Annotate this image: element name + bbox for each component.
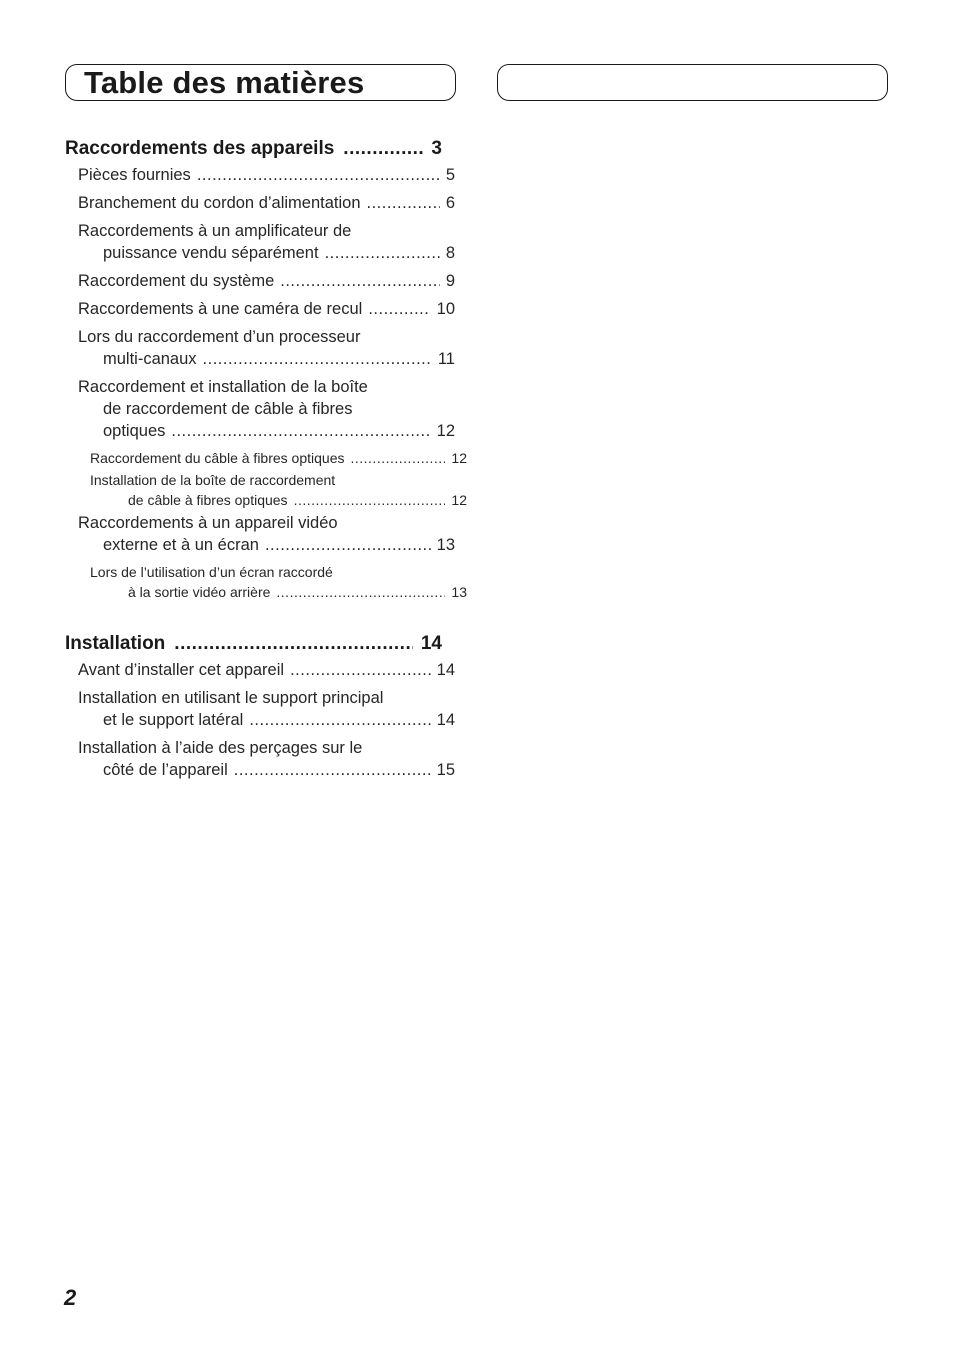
toc-page-number: 12 — [436, 422, 455, 440]
toc-entry-text: Avant d’installer cet appareil — [78, 661, 285, 679]
toc-entry-text: Lors du raccordement d’un processeur — [78, 328, 361, 346]
toc-page-number: 13 — [451, 584, 467, 600]
toc-entry[interactable] — [65, 687, 455, 731]
toc-entry-text: Installation en utilisant le support principal — [78, 689, 384, 707]
toc-entry-text: à la sortie vidéo arrière — [128, 584, 271, 600]
toc-entry[interactable] — [65, 326, 455, 370]
toc-entry[interactable] — [65, 562, 467, 602]
page-number: 2 — [64, 1285, 77, 1310]
toc-page-number: 10 — [436, 300, 455, 318]
toc-leader — [367, 192, 440, 214]
toc-entry-text: Raccordements à un appareil vidéo — [78, 514, 338, 532]
toc-leader — [197, 164, 440, 186]
toc-entry-text: Lors de l’utilisation d’un écran raccordé — [90, 564, 333, 580]
toc-leader — [290, 659, 431, 681]
toc-entry-text: Raccordement du câble à fibres optiques — [90, 450, 345, 466]
toc-entry[interactable] — [65, 298, 455, 320]
toc-entry[interactable] — [65, 270, 455, 292]
toc-entry[interactable] — [65, 737, 455, 781]
toc-leader — [203, 348, 432, 370]
toc-entry-text: Pièces fournies — [78, 166, 191, 184]
toc-page-number: 14 — [436, 661, 455, 679]
toc-entry-text: de raccordement de câble à fibres — [103, 400, 353, 418]
title-frame — [65, 64, 456, 101]
toc-entry-text: et le support latéral — [103, 711, 244, 729]
toc-entry-text: Installation de la boîte de raccordement — [90, 472, 336, 488]
toc-page-number: 15 — [436, 761, 455, 779]
toc-page-number: 13 — [436, 536, 455, 554]
toc-page-number: 12 — [451, 492, 467, 508]
toc-leader — [174, 633, 413, 655]
toc-entry-text: Branchement du cordon d’alimentation — [78, 194, 361, 212]
toc-entry-text: de câble à fibres optiques — [128, 492, 288, 508]
toc-page-number: 12 — [451, 450, 467, 466]
toc-entry[interactable] — [65, 470, 467, 510]
toc-leader — [249, 709, 430, 731]
toc-page-number: 6 — [445, 194, 455, 212]
toc-leader — [350, 448, 445, 468]
toc-page-number: 3 — [431, 138, 442, 159]
toc-leader — [234, 759, 431, 781]
toc-entry-text: Raccordements à un amplificateur de — [78, 222, 352, 240]
toc-entry[interactable] — [65, 164, 455, 186]
toc-entry-text: optiques — [103, 422, 166, 440]
toc-section-title: Installation — [65, 633, 166, 654]
toc-section-title: Raccordements des appareils — [65, 138, 335, 159]
toc-page-number: 8 — [445, 244, 455, 262]
toc-leader — [343, 138, 423, 160]
toc-entry-text: Raccordements à une caméra de recul — [78, 300, 363, 318]
toc-section-heading[interactable] — [65, 138, 442, 160]
toc-entry-text: puissance vendu séparément — [103, 244, 319, 262]
toc-page-number: 14 — [436, 711, 455, 729]
toc-entry-text: Raccordement du système — [78, 272, 275, 290]
page-title: Table des matières — [84, 65, 365, 100]
toc-page-number: 14 — [420, 633, 442, 654]
toc-leader — [325, 242, 440, 264]
toc-section-heading[interactable] — [65, 633, 442, 655]
toc-entry-text: multi-canaux — [103, 350, 197, 368]
toc-page-number: 11 — [437, 350, 455, 368]
toc-leader — [276, 582, 445, 602]
toc-leader — [368, 298, 430, 320]
empty-title-frame — [497, 64, 888, 101]
toc-leader — [294, 490, 446, 510]
toc-leader — [171, 420, 430, 442]
toc-entry[interactable] — [65, 659, 455, 681]
toc-entry[interactable] — [65, 512, 455, 556]
toc-entry[interactable] — [65, 376, 455, 442]
toc-entry-text: externe et à un écran — [103, 536, 259, 554]
toc-entry[interactable] — [65, 192, 455, 214]
toc-entry-text: Raccordement et installation de la boîte — [78, 378, 368, 396]
toc-leader — [280, 270, 440, 292]
toc-entry-text: Installation à l’aide des perçages sur le — [78, 739, 363, 757]
toc-leader — [265, 534, 431, 556]
toc-entry[interactable] — [65, 448, 467, 468]
toc-entry-text: côté de l’appareil — [103, 761, 228, 779]
toc-page-number: 9 — [445, 272, 455, 290]
toc-entry[interactable] — [65, 220, 455, 264]
toc-page-number: 5 — [445, 166, 455, 184]
